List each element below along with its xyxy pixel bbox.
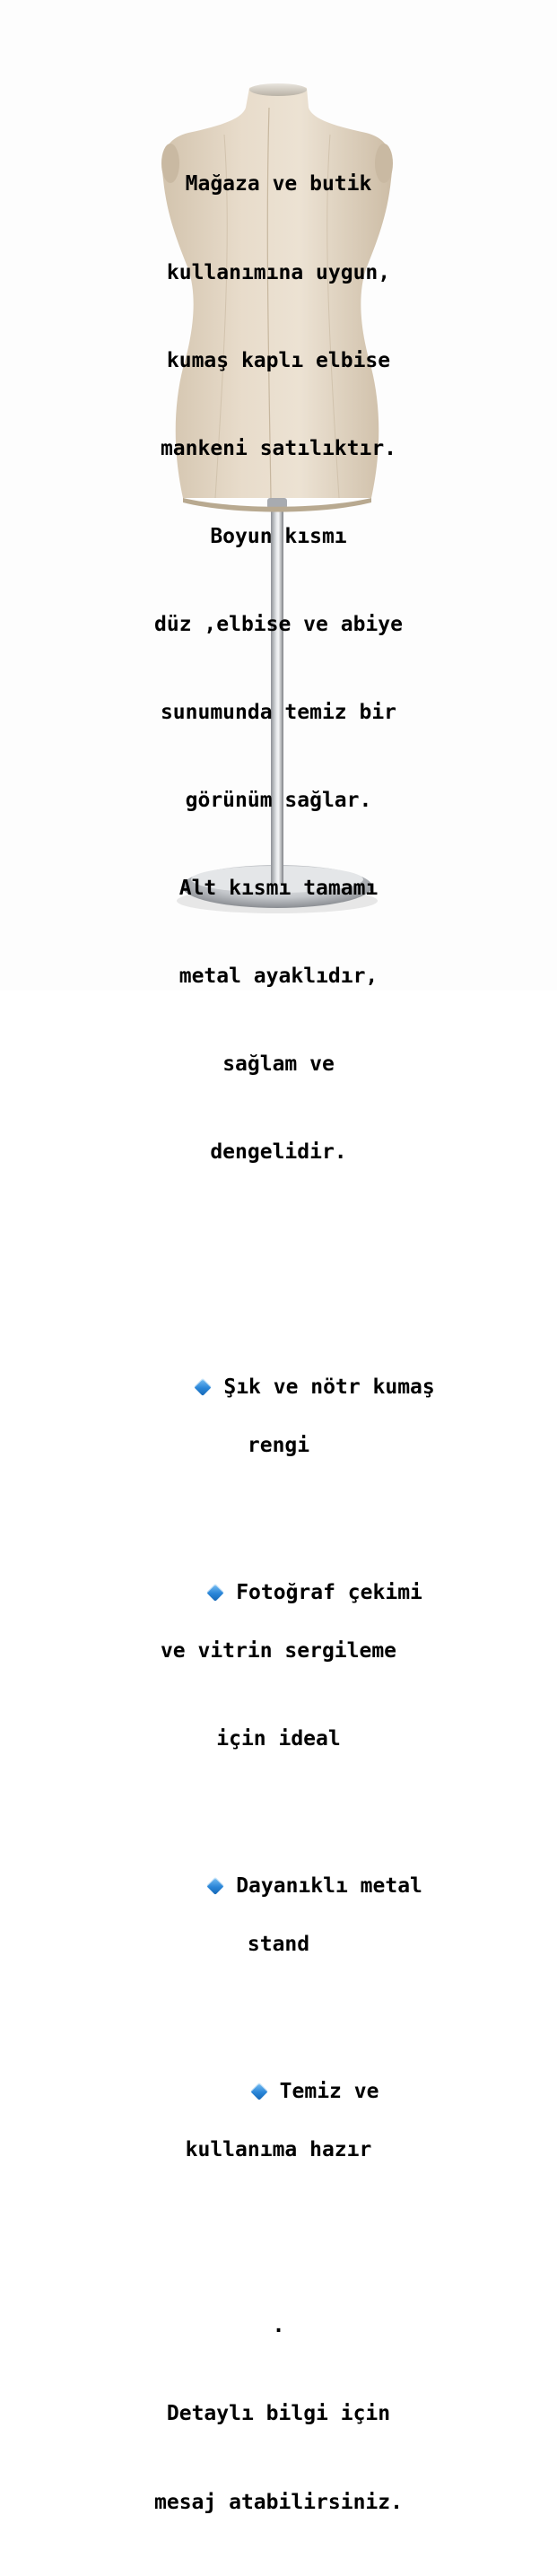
caption-line: için ideal (216, 1727, 341, 1751)
blue-diamond-icon (194, 1378, 212, 1396)
caption-blank-line (99, 1227, 458, 1256)
caption-line: Temiz ve (279, 2079, 379, 2103)
caption-line: stand (247, 1933, 310, 1957)
caption-line: Detaylı bilgi için (166, 2402, 391, 2426)
caption-line: Dayanıklı metal (236, 1873, 422, 1898)
caption-bullet-line (99, 1842, 458, 1898)
caption-blank-line (99, 2223, 458, 2253)
blue-diamond-icon (206, 1877, 224, 1895)
caption-bullet-line (99, 2048, 458, 2103)
caption-line: mankeni satılıktır. (160, 436, 397, 460)
caption-line: rengi (247, 1434, 310, 1458)
caption-line: sunumunda temiz bir (160, 700, 397, 724)
story-caption (99, 111, 458, 2576)
caption-line: sağlam ve (222, 1052, 335, 1077)
caption-line: Alt kısmı tamamı (178, 877, 379, 901)
caption-line: Fotoğraf çekimi (236, 1580, 422, 1604)
caption-line: Mağaza ve butik (185, 172, 372, 196)
blue-diamond-icon (250, 2083, 268, 2100)
caption-line: Boyun kısmı (210, 524, 347, 548)
caption-line: kumaş kaplı elbise (166, 348, 391, 372)
caption-line: görünüm sağlar. (185, 789, 372, 813)
caption-line: . (272, 2314, 285, 2338)
caption-line: Şık ve nötr kumaş (223, 1375, 435, 1400)
caption-bullet-line (99, 1343, 458, 1400)
caption-line: kullanıma hazır (185, 2138, 372, 2162)
caption-line: mesaj atabilirsiniz. (154, 2490, 403, 2514)
caption-line: metal ayaklıdır, (178, 965, 379, 989)
caption-line: ve vitrin sergileme (160, 1639, 397, 1663)
caption-line: dengelidir. (210, 1140, 347, 1165)
caption-line: kullanımına uygun, (166, 260, 391, 284)
blue-diamond-icon (206, 1584, 224, 1602)
caption-line: düz ,elbise ve abiye (154, 612, 403, 636)
caption-bullet-line (99, 1549, 458, 1604)
